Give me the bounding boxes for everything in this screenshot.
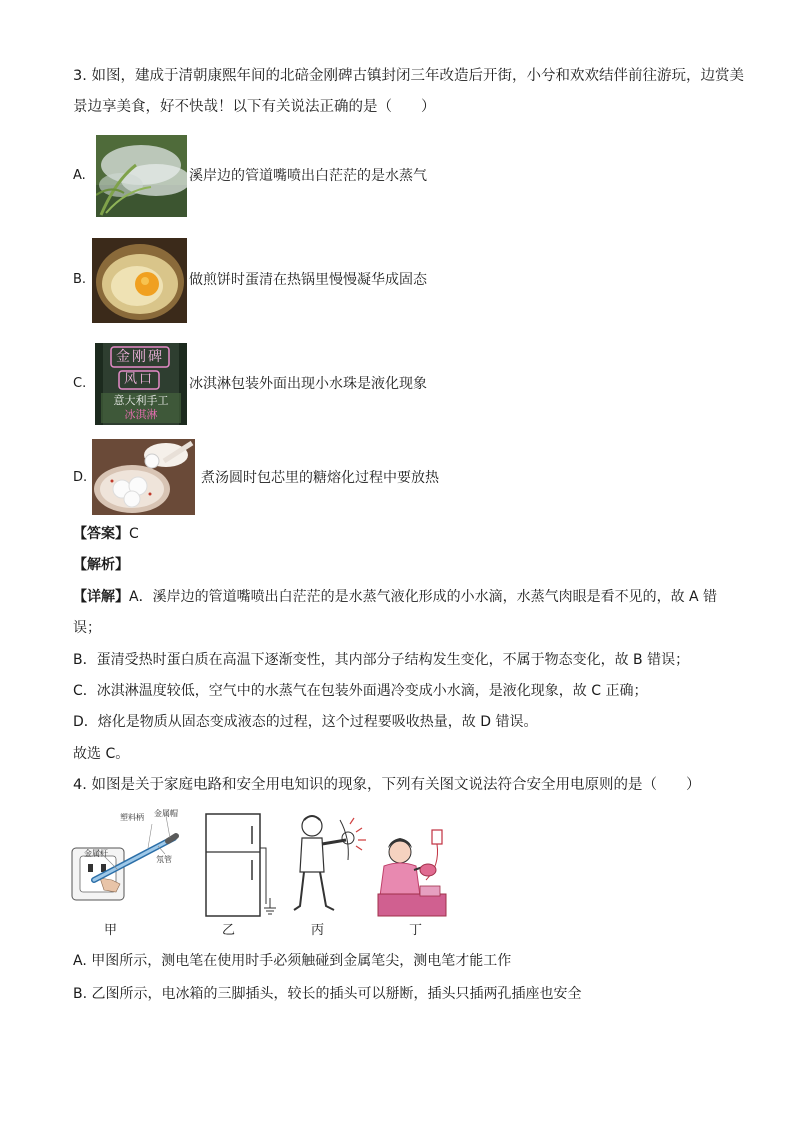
frying-egg-photo [92, 238, 187, 323]
caption-jia: 甲 [104, 923, 118, 938]
test-pen-figure [70, 808, 180, 908]
label-neon-tube: 氖管 [156, 855, 172, 864]
q3-option-d-text: 煮汤圆时包芯里的糖熔化过程中要放热 [201, 470, 439, 486]
q3-option-b-letter: B. [73, 272, 87, 287]
sign-line4: 冰淇淋 [124, 408, 158, 421]
caption-bing: 丙 [311, 923, 325, 938]
label-metal-cap: 金属帽 [154, 809, 178, 818]
person-touching-wire-figure [290, 810, 370, 915]
q4-option-a-text: 甲图所示，测电笔在使用时手必须触碰到金属笔尖，测电笔才能工作 [91, 953, 512, 969]
detail-a-text1: A．溪岸边的管道嘴喷出白茫茫的是水蒸气液化形成的小水滴，水蒸气肉眼是看不见的，故 A 错 [129, 589, 718, 605]
q4-stem: 4. 如图是关于家庭电路和安全用电知识的现象，下列有关图文说法符合安全用电原则的是（ ） [73, 777, 701, 793]
label-plastic-handle: 塑料柄 [120, 813, 144, 822]
steam-mist-photo [96, 135, 187, 217]
conclusion-line: 故选 C。 [73, 746, 130, 762]
answer-value: C [129, 526, 139, 542]
answer-line [73, 524, 139, 544]
sign-line1: 金刚碑 [116, 349, 164, 365]
sign-line3: 意大利手工 [113, 394, 169, 407]
analysis-label: 【解析】 [73, 557, 129, 573]
ice-cream-shop-sign-photo [95, 343, 187, 425]
caption-yi: 乙 [222, 923, 236, 938]
detail-d-line: D．熔化是物质从固态变成液态的过程，这个过程要吸收热量，故 D 错误。 [73, 714, 538, 730]
q3-option-c-text: 冰淇淋包装外面出现小水珠是液化现象 [189, 376, 427, 392]
q4-option-b-letter: B. [73, 986, 88, 1002]
q3-option-b-text: 做煎饼时蛋清在热锅里慢慢凝华成固态 [189, 272, 427, 288]
refrigerator-figure [200, 808, 278, 918]
detail-b-line: B．蛋清受热时蛋白质在高温下逐渐变性，其内部分子结构发生变化，不属于物态变化，故 B 错误； [73, 652, 690, 668]
q3-stem-line1: 3. 如图，建成于清朝康熙年间的北碚金刚碑古镇封闭三年改造后开街，小兮和欢欢结伴前往游玩，边赏美 [73, 68, 744, 84]
caption-ding: 丁 [409, 923, 423, 938]
detail-a-line2: 误； [73, 620, 101, 636]
q4-option-b-text: 乙图所示，电冰箱的三脚插头，较长的插头可以掰断，插头只插两孔插座也安全 [91, 986, 582, 1002]
detail-a-line1 [73, 587, 717, 607]
tangyuan-soup-photo [92, 439, 195, 515]
detail-c-line: C．冰淇淋温度较低，空气中的水蒸气在包装外面遇冷变成小水滴，是液化现象，故 C 正确； [73, 683, 648, 699]
q4-option-b [73, 984, 582, 1004]
q4-option-a-letter: A. [73, 953, 87, 969]
label-metal-rod: 金属杆 [84, 849, 108, 858]
q3-option-a-text: 溪岸边的管道嘴喷出白茫茫的是水蒸气 [189, 168, 427, 184]
q3-option-d-letter: D. [73, 470, 88, 485]
woman-hair-dryer-figure [376, 826, 448, 918]
q3-option-c-letter: C. [73, 376, 87, 391]
sign-line2: 风口 [123, 372, 154, 387]
answer-label: 【答案】 [73, 526, 129, 542]
detail-label: 【详解】 [73, 589, 129, 605]
q4-option-a [73, 951, 511, 971]
q3-option-a-letter: A. [73, 168, 86, 183]
q3-stem-line2: 景边享美食，好不快哉！以下有关说法正确的是（ ） [73, 99, 436, 115]
